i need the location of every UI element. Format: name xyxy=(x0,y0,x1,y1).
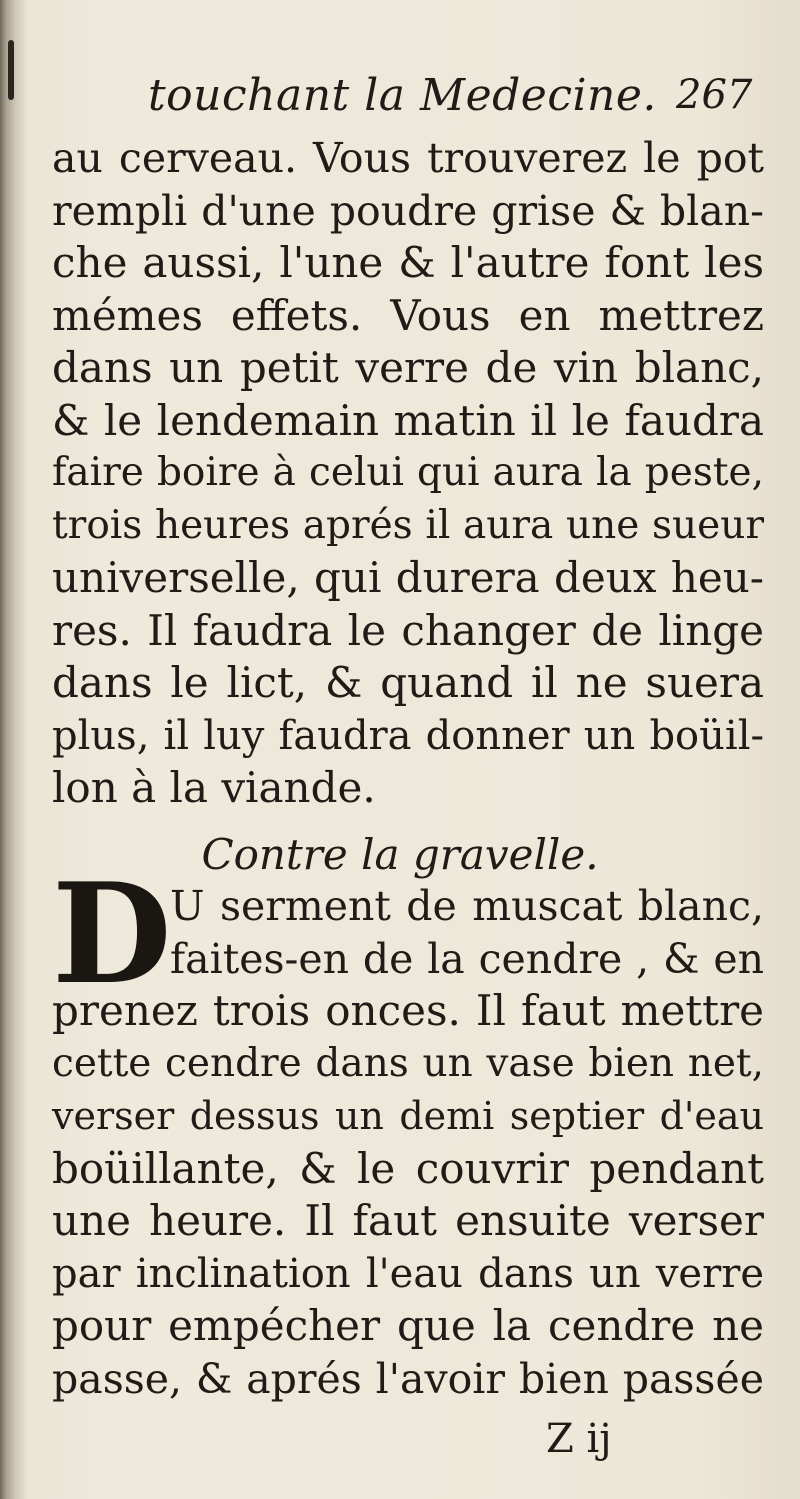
text-line: pour empécher que la cendre ne xyxy=(52,1301,764,1350)
text-line: mémes effets. Vous en mettrez xyxy=(52,290,764,340)
running-title: touchant la Medecine. xyxy=(148,70,657,121)
text-line: prenez trois onces. Il faut mettre xyxy=(52,986,764,1035)
text-line: che aussi, l'une & l'autre font les xyxy=(52,238,764,287)
text-line: dans le lict, & quand il ne suera xyxy=(52,658,764,707)
section-paragraph xyxy=(52,880,764,1405)
body-paragraph xyxy=(52,132,764,815)
text-line: faire boire à celui qui aura la peste, xyxy=(52,450,764,495)
text-line: une heure. Il faut ensuite verser xyxy=(52,1196,764,1245)
text-line: dans un petit verre de vin blanc, xyxy=(52,343,764,392)
page-number: 267 xyxy=(676,72,753,118)
text-line: boüillante, & le couvrir pendant xyxy=(52,1143,764,1193)
text-line: par inclination l'eau dans un verre xyxy=(52,1250,764,1297)
text-line: universelle, qui durera deux heu- xyxy=(52,553,764,602)
text-line: verser dessus un demi septier d'eau xyxy=(52,1094,764,1138)
text-line: res. Il faudra le changer de linge xyxy=(52,605,764,655)
signature-mark: Z ij xyxy=(546,1416,612,1462)
binding-edge xyxy=(0,0,26,1499)
text-line: & le lendemain matin il le faudra xyxy=(52,395,764,445)
text-line: lon à la viande. xyxy=(52,763,376,812)
page-header xyxy=(0,70,800,130)
text-line: faites-en de la cendre , & en xyxy=(170,934,764,983)
drop-cap: D xyxy=(52,852,172,1015)
text-line: au cerveau. Vous trouverez le pot xyxy=(52,134,764,182)
section-title: Contre la gravelle. xyxy=(201,830,599,879)
text-line: U serment de muscat blanc, xyxy=(170,882,764,930)
text-line: trois heures aprés il aura une sueur xyxy=(52,502,764,548)
text-line: rempli d'une poudre grise & blan- xyxy=(52,186,764,235)
text-line: passe, & aprés l'avoir bien passée xyxy=(52,1354,764,1403)
text-line: plus, il luy faudra donner un boüil- xyxy=(52,712,764,759)
text-line: cette cendre dans un vase bien net, xyxy=(52,1040,764,1086)
